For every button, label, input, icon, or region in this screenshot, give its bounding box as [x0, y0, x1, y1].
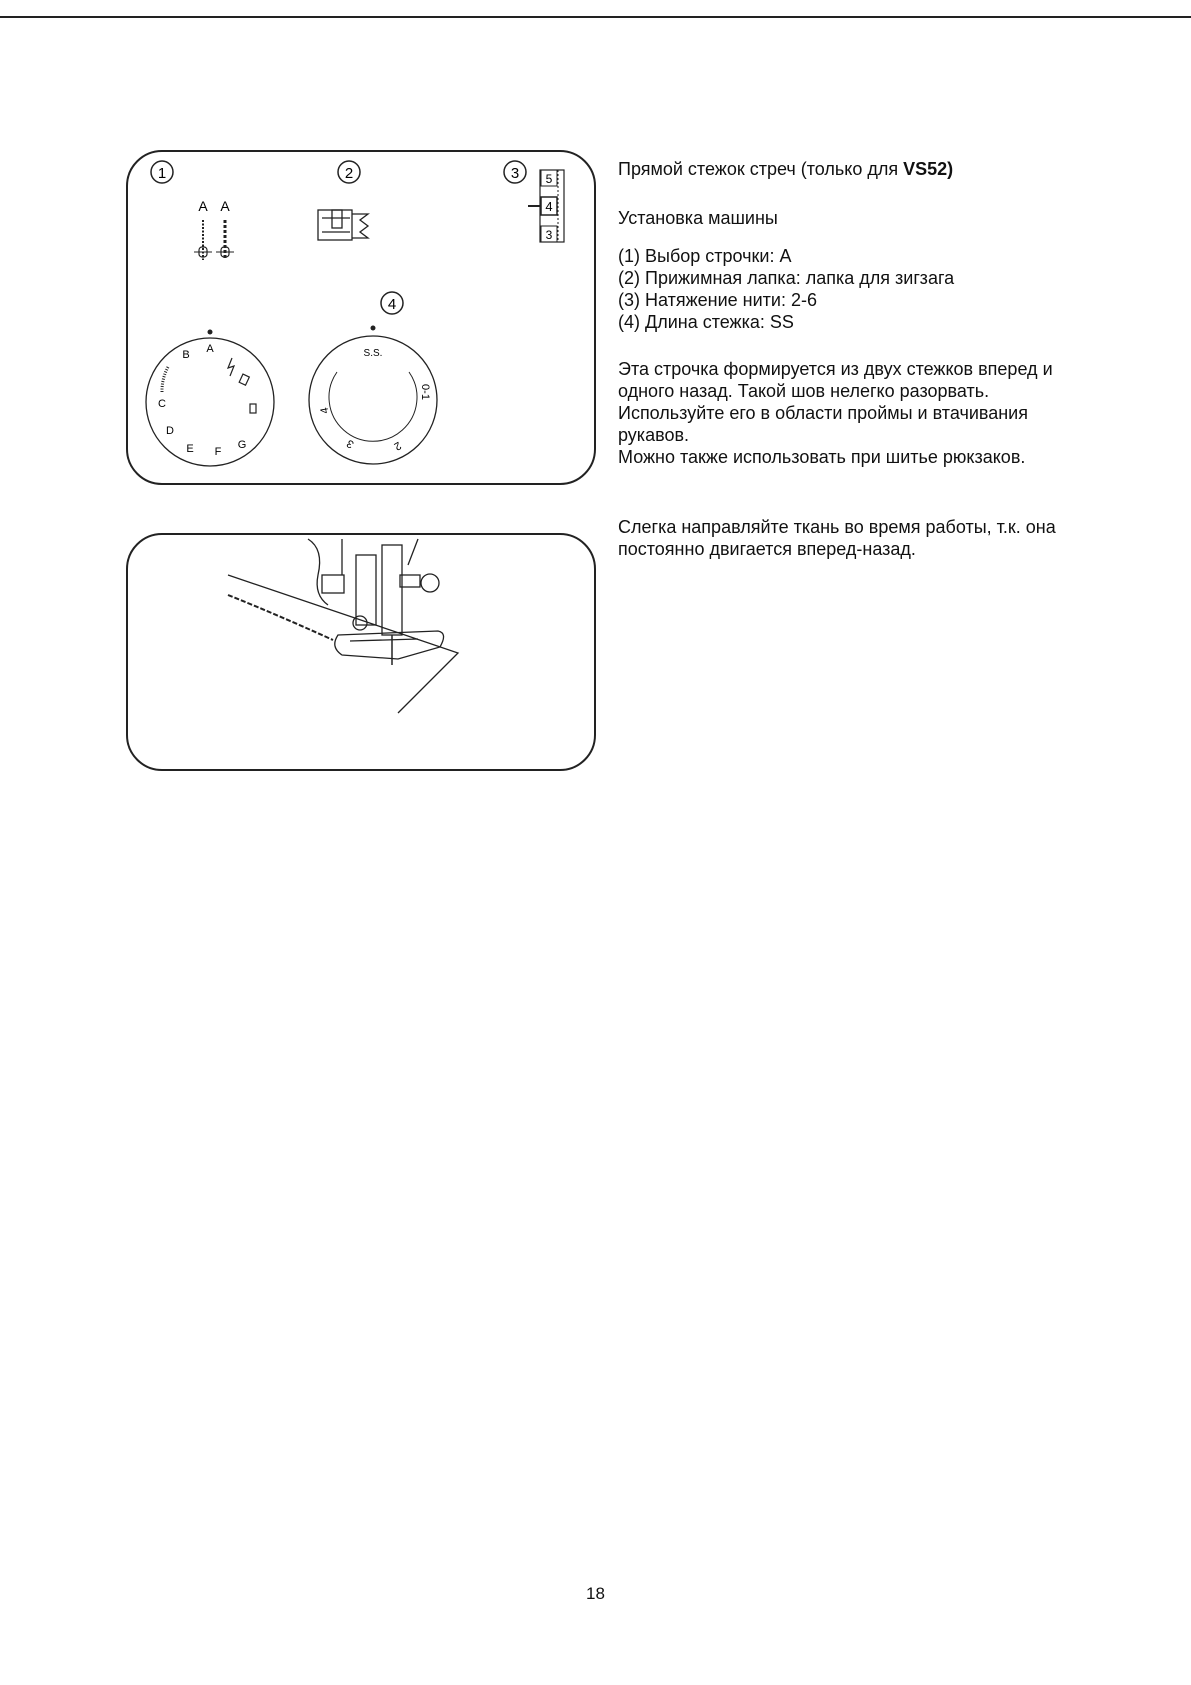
- setting-item-stitch: (1) Выбор строчки: A: [618, 246, 792, 266]
- presser-bar: [356, 555, 376, 625]
- zigzag-presser-foot-icon: [318, 210, 368, 240]
- marker-2-label: 2: [344, 165, 354, 182]
- page-heading: [618, 158, 953, 180]
- pattern-label-d: D: [166, 425, 174, 437]
- marker-1: [151, 161, 173, 183]
- presser-foot-lever: [308, 539, 328, 605]
- marker-1-label: 1: [157, 165, 167, 182]
- setting-item-length: (4) Длина стежка: SS: [618, 312, 794, 332]
- pattern-dial-hatch: [162, 367, 168, 392]
- pattern-label-e: E: [186, 443, 194, 455]
- description-line-3: Можно также использовать при шитье рюкзаков.: [618, 447, 1026, 467]
- tension-mark-3: 3: [545, 228, 553, 242]
- needle-clamp-screw: [421, 574, 439, 592]
- sewing-illustration: [126, 533, 596, 771]
- pattern-label-a: A: [206, 343, 214, 355]
- length-label-4: 4: [318, 406, 332, 415]
- tension-mark-4: 4: [545, 199, 553, 214]
- guidance-line-1: Слегка направляйте ткань во время работы, т.к. она постоянно двигается вперед-назад.: [618, 517, 1056, 559]
- marker-2: [338, 161, 360, 183]
- page-number: 18: [586, 1584, 605, 1603]
- needle-bar: [382, 545, 402, 635]
- length-label-0-1: 0-1: [419, 384, 431, 400]
- marker-3: [504, 161, 526, 183]
- guidance-paragraph: [618, 516, 1098, 560]
- marker-3-label: 3: [510, 165, 520, 182]
- foot-screw: [353, 616, 367, 630]
- pattern-label-f: F: [214, 446, 222, 458]
- length-dial-indicator-dot: [371, 326, 376, 331]
- pattern-selector-dial: [146, 330, 274, 467]
- straight-stretch-stitch-icon: [194, 220, 234, 260]
- marker-4-label: 4: [387, 296, 397, 313]
- top-rule: [0, 16, 1191, 18]
- heading-model: VS52): [903, 159, 954, 179]
- foot-slot: [350, 639, 418, 641]
- settings-list: [618, 245, 954, 333]
- thread-line: [408, 539, 418, 565]
- setting-item-foot: (2) Прижимная лапка: лапка для зигзага: [618, 268, 955, 288]
- description-paragraph: [618, 358, 1098, 468]
- needle-clamp: [400, 575, 420, 587]
- stitch-length-dial: [309, 326, 437, 465]
- marker-4: [381, 292, 403, 314]
- pattern-letter-a-left: A: [198, 198, 208, 214]
- presser-foot-shank: [322, 575, 344, 593]
- pattern-letter-a-right: A: [220, 198, 230, 214]
- heading-text: Прямой стежок стреч (только для: [618, 159, 904, 179]
- pattern-dial-stitch-icons: [228, 358, 256, 413]
- settings-drawing: [128, 152, 598, 487]
- stitch-seam: [228, 595, 333, 640]
- pattern-label-g: G: [237, 439, 247, 451]
- pattern-label-b: B: [182, 349, 190, 361]
- description-line-1: Эта строчка формируется из двух стежков вперед и одного назад. Такой шов нелегко разорвать.: [618, 359, 1053, 401]
- description-line-2: Используйте его в области проймы и втачивания рукавов.: [618, 403, 1028, 445]
- setting-item-tension: (3) Натяжение нити: 2-6: [618, 290, 817, 310]
- tension-scale: [528, 170, 564, 242]
- machine-settings-figure: [126, 150, 596, 485]
- presser-foot-drawing: [128, 535, 598, 773]
- length-label-2: 2: [391, 438, 404, 453]
- pattern-dial-indicator-dot: [208, 330, 213, 335]
- pattern-label-c: C: [158, 398, 166, 410]
- tension-mark-5: 5: [545, 172, 553, 186]
- fabric-edge: [228, 575, 458, 713]
- length-label-ss: S.S.: [363, 348, 383, 359]
- machine-setup-heading: Установка машины: [618, 208, 778, 228]
- length-label-3: 3: [344, 436, 357, 451]
